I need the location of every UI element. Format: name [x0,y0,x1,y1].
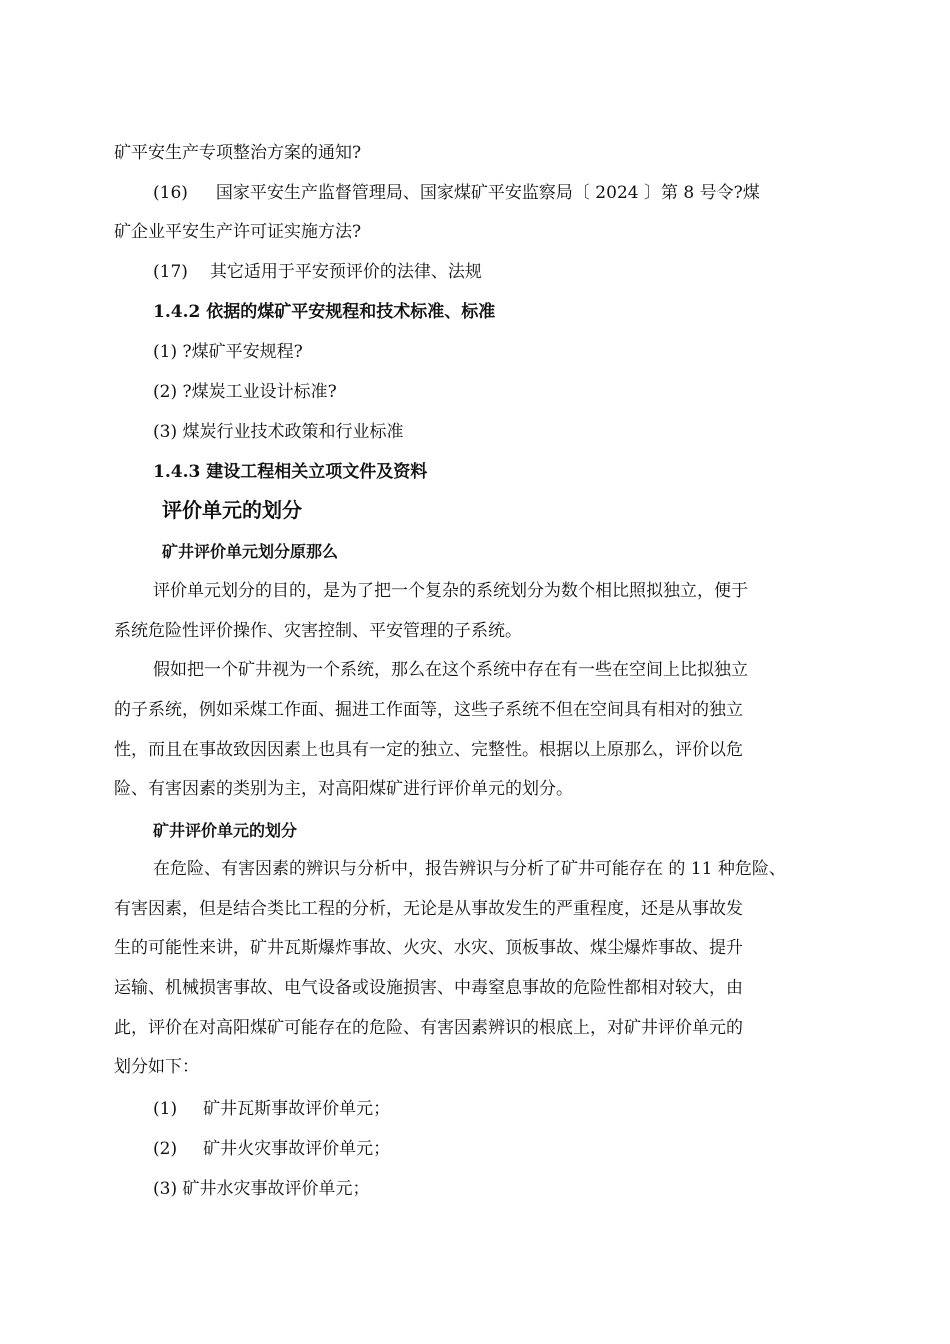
list-item: (3) 矿井水灾事故评价单元； [153,1179,370,1199]
paragraph-line: 评价单元划分的目的，是为了把一个复杂的系统划分为数个相比照拟独立，便于 [153,581,748,601]
paragraph-line: 假如把一个矿井视为一个系统，那么在这个系统中存在有一些在空间上比拟独立 [153,660,748,680]
list-text: 其它适用于平安预评价的法律、法规 [209,262,482,282]
section-title: 评价单元的划分 [162,498,302,522]
section-heading-1-4-2: 1.4.2 依据的煤矿平安规程和技术标准、标准 [153,302,496,322]
list-text: 矿井火灾事故评价单元； [203,1139,391,1159]
subsection-heading: 矿井评价单元划分原那么 [162,542,339,561]
paragraph-line: 性，而且在事故致因因素上也具有一定的独立、完整性。根据以上原那么，评价以危 [114,740,743,760]
list-item: (2) ?煤炭工业设计标准? [153,382,337,402]
list-number: (1) [153,1099,178,1119]
list-text: 矿井瓦斯事故评价单元； [203,1099,391,1119]
list-number: (17) [153,262,188,282]
list-number: (16) [153,183,188,203]
paragraph-line: 有害因素，但是结合类比工程的分析，无论是从事故发生的严重程度，还是从事故发 [114,899,743,919]
list-item: (1) ?煤矿平安规程? [153,342,303,362]
paragraph-line: 运输、机械损害事故、电气设备或设施损害、中毒窒息事故的危险性都相对较大，由 [114,978,743,998]
text-line: 矿企业平安生产许可证实施方法? [114,222,362,242]
text-line: 矿平安生产专项整治方案的通知? [114,143,362,163]
list-number: (2) [153,1139,178,1159]
list-item-17 [153,261,482,283]
list-item-16 [153,182,760,204]
paragraph-line: 险、有害因素的类别为主，对高阳煤矿进行评价单元的划分。 [114,779,573,799]
paragraph-line: 生的可能性来讲，矿井瓦斯爆炸事故、火灾、水灾、顶板事故、煤尘爆炸事故、提升 [114,938,743,958]
section-heading-1-4-3: 1.4.3 建设工程相关立项文件及资料 [153,462,428,482]
list-text: 国家平安生产监督管理局、国家煤矿平安监察局〔 2024 〕第 8 号令?煤 [215,183,760,203]
paragraph-line: 系统危险性评价操作、灾害控制、平安管理的子系统。 [114,621,522,641]
paragraph-line: 此，评价在对高阳煤矿可能存在的危险、有害因素辨识的根底上，对矿井评价单元的 [114,1018,743,1038]
subsection-heading: 矿井评价单元的划分 [153,821,298,840]
paragraph-line: 在危险、有害因素的辨识与分析中，报告辨识与分析了矿井可能存在 的 11 种危险、 [153,859,786,879]
paragraph-line: 的子系统，例如采煤工作面、掘进工作面等，这些子系统不但在空间具有相对的独立 [114,700,743,720]
list-item [153,1098,390,1120]
list-item [153,1138,390,1160]
paragraph-line: 划分如下： [114,1057,199,1077]
list-item: (3) 煤炭行业技术政策和行业标准 [153,422,404,442]
